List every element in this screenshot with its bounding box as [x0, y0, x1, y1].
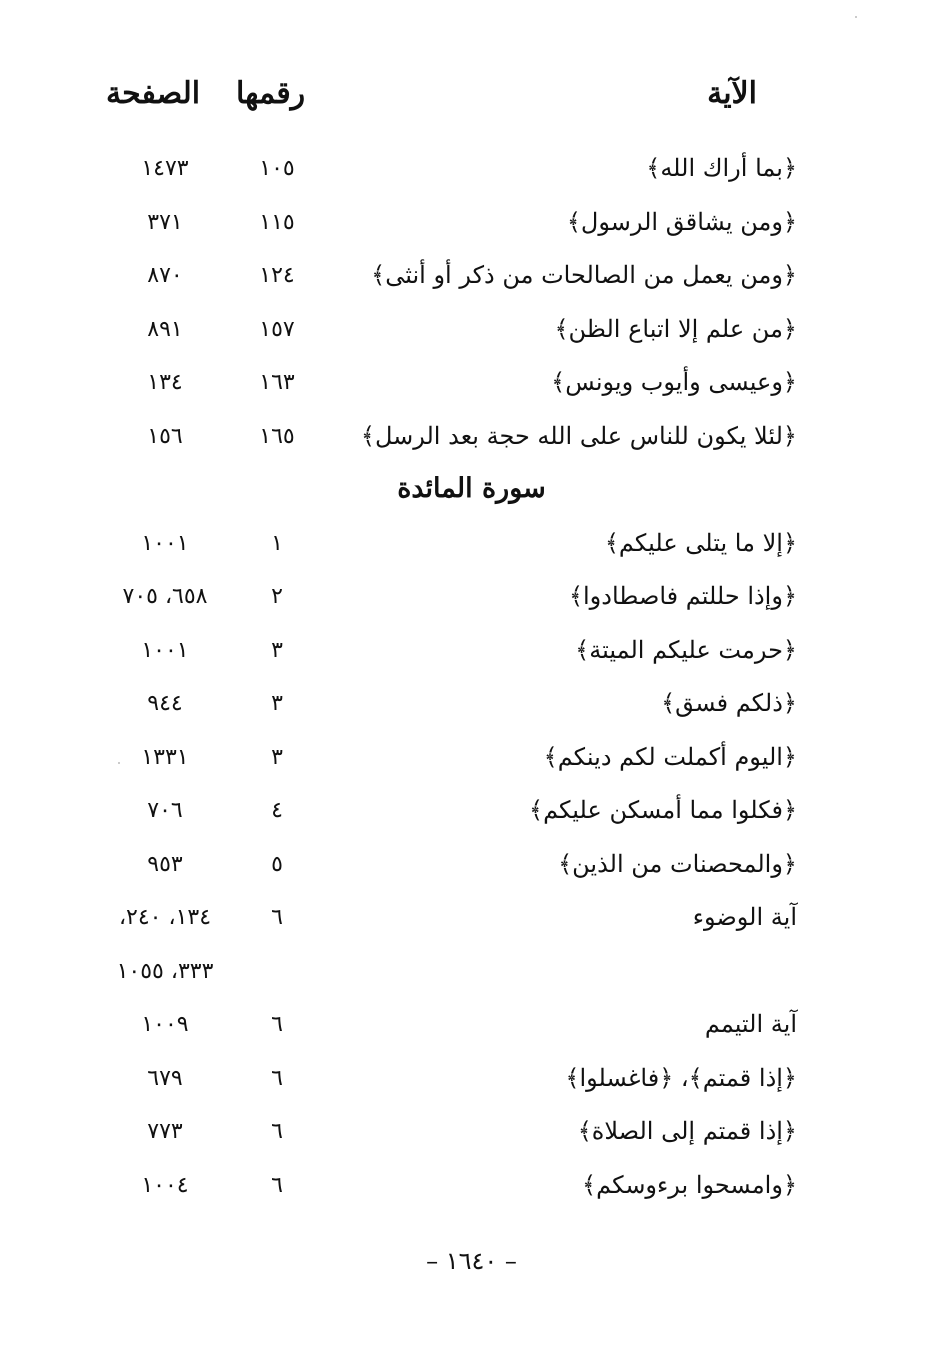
table-row	[0, 630, 943, 684]
table-row	[0, 1111, 943, 1165]
ayah-text: ﴿بما أراك الله﴾	[646, 154, 797, 182]
ayah-number: ١٠٥	[259, 156, 295, 181]
ayah-number: ٦	[271, 1119, 283, 1144]
ayah-text: ﴿فكلوا مما أمسكن عليكم﴾	[529, 796, 797, 824]
table-row	[0, 255, 943, 309]
header-page: الصفحة	[106, 76, 201, 111]
table-row	[0, 1058, 943, 1112]
table-row	[0, 1165, 943, 1219]
ayah-text: ﴿إذا قمتم﴾، ﴿فاغسلوا﴾	[565, 1063, 797, 1092]
surah-title: سورة المائدة	[397, 473, 546, 504]
table-row	[0, 309, 943, 363]
page-reference: ٨٩١	[147, 316, 183, 342]
page-reference: ٩٥٣	[147, 851, 183, 877]
table-row-continuation	[0, 951, 943, 1005]
ayah-number: ٢	[271, 584, 283, 609]
ayah-number: ٣	[271, 691, 283, 716]
ayah-text: ﴿إذا قمتم إلى الصلاة﴾	[577, 1117, 797, 1145]
scan-speck	[118, 762, 120, 764]
page-reference: ١٣٣١	[141, 744, 189, 770]
page-reference: ٧٧٣	[147, 1119, 183, 1144]
ayah-text: ﴿وإذا حللتم فاصطادوا﴾	[568, 582, 797, 610]
ayah-text: ﴿وامسحوا برءوسكم﴾	[582, 1170, 797, 1199]
page-number: – ١٦٤٠ –	[426, 1247, 517, 1275]
table-row	[0, 737, 943, 791]
table-header	[0, 70, 943, 120]
page-reference: ٦٥٨، ٧٠٥	[122, 584, 208, 609]
ayah-text: ﴿حرمت عليكم الميتة﴾	[575, 635, 797, 664]
table-row	[0, 683, 943, 737]
ayah-text: آية الوضوء	[692, 903, 797, 931]
table-row	[0, 202, 943, 256]
ayah-number: ١	[271, 530, 283, 556]
ayah-number: ١٥٧	[259, 316, 295, 342]
ayah-text: ﴿إلا ما يتلى عليكم﴾	[604, 528, 797, 557]
ayah-number: ١٦٣	[259, 370, 295, 395]
ayah-text: ﴿اليوم أكملت لكم دينكم﴾	[543, 742, 797, 771]
ayah-number: ١١٥	[259, 209, 295, 235]
table-row	[0, 416, 943, 470]
ayah-number: ٤	[271, 798, 283, 823]
ayah-number: ٦	[271, 1172, 283, 1198]
ayah-number: ٦	[271, 905, 283, 930]
scan-speck	[855, 16, 857, 18]
ayah-text: ﴿وعيسى وأيوب ويونس﴾	[551, 368, 797, 396]
table-row	[0, 523, 943, 577]
page-reference: ١٠٠٤	[141, 1172, 189, 1198]
ayah-number: ٣	[271, 637, 283, 663]
page-reference: ١٠٠١	[141, 637, 189, 663]
surah-heading-row	[0, 469, 943, 523]
table-row	[0, 844, 943, 898]
ayah-text: ﴿ذلكم فسق﴾	[661, 689, 797, 717]
ayah-number: ٦	[271, 1065, 283, 1091]
page-reference: ١٣٤، ٢٤٠،	[118, 905, 212, 930]
page-reference: ١٥٦	[147, 423, 183, 449]
page-reference: ١٤٧٣	[141, 156, 189, 181]
ayah-number: ١٢٤	[259, 263, 295, 288]
page-reference: ٣٧١	[147, 209, 183, 235]
ayah-text: ﴿ومن يشاقق الرسول﴾	[566, 207, 797, 236]
ayah-text: ﴿من علم إلا اتباع الظن﴾	[554, 314, 797, 343]
page-reference: ٦٧٩	[147, 1065, 183, 1091]
page-reference: ١٠٠٩	[141, 1012, 189, 1037]
ayah-text: ﴿لئلا يكون للناس على الله حجة بعد الرسل﴾	[360, 421, 797, 450]
page-reference: ١٣٤	[147, 370, 183, 395]
index-rows	[0, 148, 943, 1218]
ayah-text: ﴿والمحصنات من الذين﴾	[558, 849, 797, 878]
ayah-text: ﴿ومن يعمل من الصالحات من ذكر أو أنثى﴾	[371, 261, 797, 289]
table-row	[0, 1004, 943, 1058]
page-reference: ٨٧٠	[147, 263, 183, 288]
table-row	[0, 576, 943, 630]
page-reference: ٧٠٦	[147, 798, 183, 823]
ayah-number: ٦	[271, 1012, 283, 1037]
surah-heading	[0, 473, 943, 504]
header-number: رقمها	[236, 76, 306, 111]
ayah-text: آية التيمم	[704, 1010, 797, 1038]
page-reference: ١٠٠١	[141, 530, 189, 556]
page-reference: ٣٣٣، ١٠٥٥	[116, 958, 214, 984]
table-row	[0, 148, 943, 202]
table-row	[0, 790, 943, 844]
page-reference: ٩٤٤	[147, 691, 183, 716]
ayah-number: ١٦٥	[259, 423, 295, 449]
table-row	[0, 897, 943, 951]
ayah-number: ٥	[271, 851, 283, 877]
header-ayah: الآية	[707, 76, 757, 111]
table-row	[0, 362, 943, 416]
ayah-number: ٣	[271, 744, 283, 770]
